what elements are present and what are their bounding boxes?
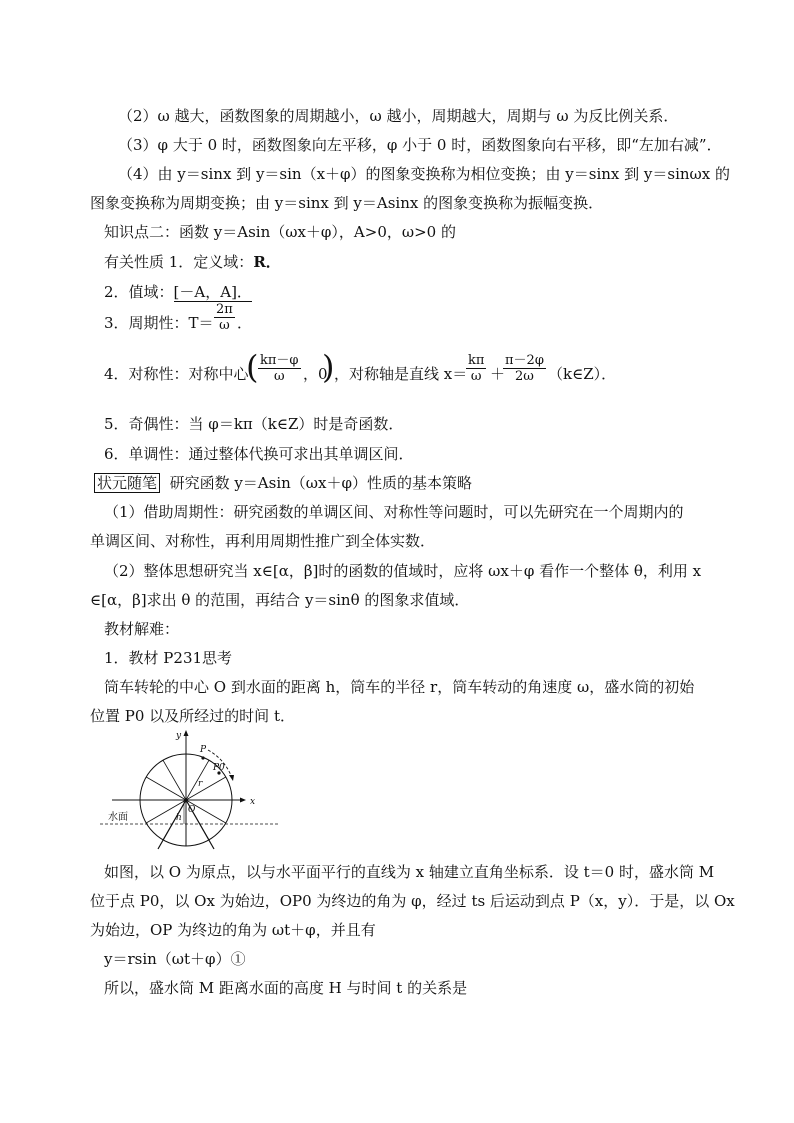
textbook-item-label: 1．教材 P231思考: [104, 649, 233, 667]
phi-shift-text: （3）φ 大于 0 时，函数图象向左平移，φ 小于 0 时，函数图象向右平移，即“左加右减”．: [118, 136, 722, 154]
explain-line-4: 所以，盛水筒 M 距离水面的高度 H 与时间 t 的关系是: [104, 979, 468, 997]
period-tail: ．: [237, 314, 253, 332]
x-label: x: [250, 797, 256, 807]
origin-label: O: [188, 805, 196, 815]
domain-value: R．: [253, 253, 281, 271]
transform-text-line1: （4）由 y＝sinx 到 y＝sin（x＋φ）的图象变换称为相位变换；由 y＝sinx 到 y＝sinωx 的: [118, 165, 731, 183]
period-label: 3．周期性：T＝: [104, 314, 214, 332]
explain-line-2: 位于点 P0，以 Ox 为始边，OP0 为终边的角为 φ，经过 ts 后运动到点 P（x，y）．于是，以 Ox: [90, 892, 735, 910]
tip-strategy-1b: 单调区间、对称性，再利用周期性推广到全体实数．: [90, 532, 436, 550]
period-fraction: $\frac{2\pi}{\omega}$: [216, 302, 233, 333]
axis-label: ，对称轴是直线 x＝: [334, 365, 468, 383]
domain-label: 有关性质 1．定义域：: [104, 253, 254, 271]
monotonic-text: 6．单调性：通过整体代换可求出其单调区间．: [104, 445, 414, 463]
knowledge-title: 知识点二：函数 y＝Asin（ωx＋φ），A>0，ω>0 的: [104, 223, 456, 241]
parity-text: 5．奇偶性：当 φ＝kπ（k∈Z）时是奇函数．: [104, 415, 404, 433]
document-page: （2）ω 越大，函数图象的周期越小，ω 越小，周期越大，周期与 ω 为反比例关系． （3）φ 大于 0 时，函数图象向左平移，φ 小于 0 时，函数图象向右平移，即“左加右减”． （4）由 y＝sinx 到 y＝sin（x＋φ）的图象变换称为相位变换；由 y＝sinx 到 y＝sinωx 的 图象变换称为周期变换；由 y＝sinx 到 y＝Asinx 的图象变换称为振幅变换． 知识点二：函数 y＝Asin（ωx＋φ），A>0，ω>0 的 有关性质 1．定义域：R． 2．值域：[－A，A]． 3．周期性：T＝ $\frac{2\pi}{\omega}$ ． 4．对称性：对称中心 ( $\frac{k\pi-\varphi}{\omega}$ ，0 ) ，对称轴是直线 x＝ $\frac{k\pi}{\omega}$ ＋ $\frac{\pi-2\varphi}{2\omega}$ （k∈Z）． 5．奇偶性：当 φ＝kπ（k∈Z）时是奇函数． 6．单调性：通过整体代换可求出其单调区间． 状元随笔 研究函数 y＝Asin（ωx＋φ）性质的基本策略 （1）借助周期性：研究函数的单调区间、对称性等问题时，可以先研究在一个周期内的 单调区间、对称性，再利用周期性推广到全体实数． （2）整体思想研究当 x∈[α，β]时的函数的值域时，应将 ωx＋φ 看作一个整体 θ，利用 x ∈[α，β]求出 θ 的范围，再结合 y＝sinθ 的图象求值域． 教材解难： 1．教材 P231思考 筒车转轮的中心 O 到水面的距离 h，筒车的半径 r，筒车转动的角速度 ω，盛水筒的初始 位置 P0 以及所经过的时间 t． x y O P P0 r h 水面 如图，以 O 为原点，以与水平面平行的直线为 x 轴建立直角坐标系．设 t＝0 时，盛水筒 M 位于点 P0，以 Ox 为始边，OP0 为终边的角为 φ，经过 ts 后运动到点 P（x，y）．于是，以 Ox 为始边，OP 为终边的角为 ωt＋φ，并且有 y＝rsin（ωt＋φ）① 所以，盛水筒 M 距离水面的高度 H 与时间 t 的关系是: [90, 107, 735, 997]
symmetry-label: 4．对称性：对称中心: [104, 365, 249, 383]
transform-text-line2: 图象变换称为周期变换；由 y＝sinx 到 y＝Asinx 的图象变换称为振幅变换．: [90, 194, 604, 212]
p-label: P: [200, 745, 207, 755]
range-value: [－A，A]．: [173, 283, 252, 301]
waterwheel-desc-2: 位置 P0 以及所经过的时间 t．: [90, 707, 295, 725]
waterwheel-figure: [100, 728, 280, 850]
r-label: r: [198, 779, 203, 789]
p0-label: P0: [213, 763, 225, 773]
open-paren: (: [246, 348, 259, 386]
point-p: [201, 756, 204, 759]
axis-fraction-1: $\frac{k\pi}{\omega}$: [468, 353, 485, 384]
waterwheel-desc-1: 筒车转轮的中心 O 到水面的距离 h，筒车的半径 r，筒车转动的角速度 ω，盛水筒的初始: [104, 678, 695, 696]
axis-tail: （k∈Z）．: [548, 365, 617, 383]
explain-line-1: 如图，以 O 为原点，以与水平面平行的直线为 x 轴建立直角坐标系．设 t＝0 时，盛水筒 M: [104, 863, 715, 881]
tip-title: 研究函数 y＝Asin（ωx＋φ）性质的基本策略: [169, 474, 472, 492]
tip-strategy-1a: （1）借助周期性：研究函数的单调区间、对称性等问题时，可以先研究在一个周期内的: [104, 503, 684, 521]
range-label: 2．值域：: [104, 283, 174, 301]
axis-fraction-2: $\frac{\pi-2\varphi}{2\omega}$: [505, 353, 544, 384]
y-label: y: [176, 731, 182, 741]
omega-period-text: （2）ω 越大，函数图象的周期越小，ω 越小，周期越大，周期与 ω 为反比例关系．: [118, 107, 679, 125]
water-label: 水面: [108, 812, 128, 823]
tip-strategy-2a: （2）整体思想研究当 x∈[α，β]时的函数的值域时，应将 ωx＋φ 看作一个整体 θ，利用 x: [104, 562, 702, 580]
tip-badge: 状元随笔: [94, 473, 160, 493]
center-tail: ，0: [303, 365, 328, 383]
tip-strategy-2b: ∈[α，β]求出 θ 的范围，再结合 y＝sinθ 的图象求值域．: [90, 591, 470, 609]
formula-1: y＝rsin（ωt＋φ）①: [104, 950, 246, 968]
center-fraction: $\frac{k\pi-\varphi}{\omega}$: [260, 353, 299, 384]
close-paren: ): [322, 348, 335, 386]
explain-line-3: 为始边，OP 为终边的角为 ωt＋φ，并且有: [90, 921, 376, 939]
h-label: h: [176, 813, 182, 823]
textbook-title: 教材解难：: [104, 620, 180, 638]
